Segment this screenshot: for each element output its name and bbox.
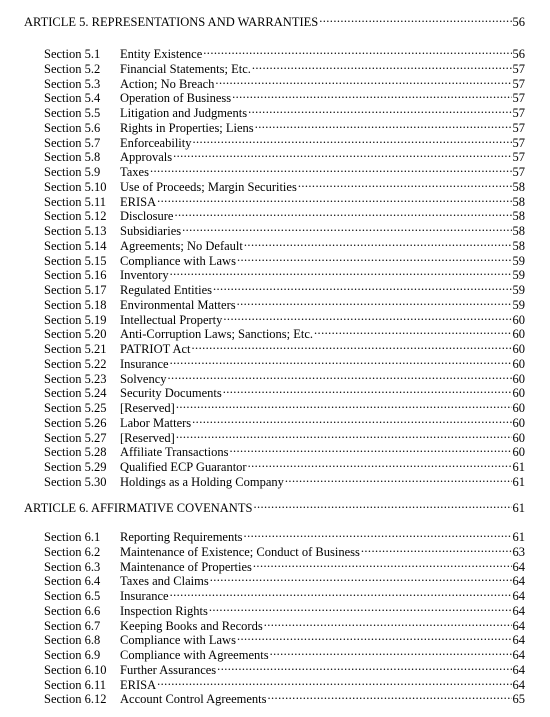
section-number: Section 5.12 [44, 209, 107, 224]
section-title: Regulated Entities [120, 283, 212, 297]
section-number: Section 5.30 [44, 474, 107, 489]
section-number: Section 5.8 [44, 150, 101, 165]
section-title: Further Assurances [120, 662, 217, 677]
page-number: 57 [512, 61, 525, 76]
section-title: PATRIOT Act [120, 342, 191, 356]
section-title: Entity Existence [120, 47, 203, 61]
section-title: Financial Statements; Etc. [120, 61, 251, 76]
toc-entry[interactable] [44, 309, 525, 327]
page-number: 58 [512, 224, 525, 238]
dot-leader [298, 176, 512, 191]
toc-entry[interactable] [44, 73, 525, 91]
toc-entry[interactable] [44, 526, 525, 544]
section-number: Section 5.11 [44, 194, 107, 209]
dot-leader [170, 353, 512, 368]
toc-entry[interactable] [44, 456, 525, 474]
section-title: Use of Proceeds; Margin Securities [120, 179, 297, 194]
section-title: Inspection Rights [120, 603, 208, 618]
section-title: [Reserved] [120, 430, 175, 445]
toc-entry[interactable] [44, 205, 525, 224]
section-title: [Reserved] [120, 401, 175, 415]
section-number: Section 5.28 [44, 445, 107, 460]
toc-entry[interactable] [44, 629, 525, 648]
page-number: 60 [512, 312, 525, 327]
dot-leader [248, 102, 511, 117]
section-title: Reporting Requirements [120, 530, 243, 544]
dot-leader [157, 674, 511, 689]
section-number: Section 6.3 [44, 559, 101, 574]
section-number: Section 5.27 [44, 430, 107, 445]
page-number: 64 [512, 677, 525, 692]
section-title: Qualified ECP Guarantor [120, 460, 247, 474]
toc-entry[interactable] [44, 279, 525, 297]
page-number: 57 [512, 120, 525, 135]
toc-entry[interactable] [44, 43, 525, 61]
page-number: 60 [512, 386, 525, 401]
dot-leader [237, 629, 512, 644]
page-number: 60 [512, 356, 525, 371]
page-number: 57 [512, 91, 525, 106]
section-title: Environmental Matters [120, 297, 236, 312]
dot-leader [192, 412, 511, 427]
page-number: 56 [512, 15, 525, 29]
section-title: Approvals [120, 150, 173, 165]
section-number: Section 6.5 [44, 589, 101, 603]
section-title: Litigation and Judgments [120, 106, 248, 120]
section-number: Section 5.25 [44, 401, 107, 415]
section-title: Keeping Books and Records [120, 618, 263, 633]
toc-entry[interactable] [44, 585, 525, 603]
dot-leader [361, 541, 512, 556]
section-number: Section 5.1 [44, 47, 101, 61]
section-number: Section 5.22 [44, 356, 107, 371]
toc-entry[interactable] [44, 659, 525, 677]
page-number: 64 [512, 589, 525, 603]
page-number: 57 [512, 76, 525, 91]
dot-leader [210, 570, 512, 585]
dot-leader [232, 87, 511, 102]
section-number: Section 6.8 [44, 633, 101, 648]
page-number: 60 [512, 445, 525, 460]
section-title: Insurance [120, 356, 169, 371]
section-number: Section 5.6 [44, 120, 101, 135]
toc-entry[interactable] [44, 191, 525, 209]
toc-entry[interactable] [44, 615, 525, 633]
section-title: Subsidiaries [120, 224, 182, 238]
section-title: Taxes and Claims [120, 574, 209, 589]
section-title: ERISA [120, 677, 157, 692]
toc-entry[interactable] [44, 412, 525, 430]
dot-leader [314, 323, 511, 338]
section-number: Section 5.4 [44, 91, 101, 106]
toc-entry[interactable] [44, 102, 525, 120]
section-number: Section 6.11 [44, 677, 107, 692]
section-title: Rights in Properties; Liens [120, 120, 254, 135]
section-number: Section 5.26 [44, 415, 107, 430]
page-number: 64 [512, 574, 525, 589]
toc-entry[interactable] [44, 220, 525, 238]
toc-entry[interactable] [44, 397, 525, 415]
page-number: 60 [512, 415, 525, 430]
section-number: Section 5.16 [44, 268, 107, 283]
toc-entry[interactable] [44, 294, 525, 312]
section-title: ERISA [120, 194, 157, 209]
page-number: 59 [512, 253, 525, 268]
toc-entry[interactable] [44, 146, 525, 165]
dot-leader [203, 43, 511, 58]
dot-leader [252, 58, 512, 73]
page-number: 60 [512, 342, 525, 356]
dot-leader [255, 117, 512, 132]
section-title: Operation of Business [120, 91, 232, 106]
toc-article-heading[interactable] [24, 497, 525, 515]
dot-leader [237, 250, 512, 265]
section-title: Labor Matters [120, 415, 192, 430]
page-number: 64 [512, 559, 525, 574]
section-number: Section 5.10 [44, 179, 107, 194]
page-number: 59 [512, 297, 525, 312]
page-number: 65 [512, 692, 525, 707]
toc-entry[interactable] [44, 117, 525, 135]
page-number: 64 [512, 633, 525, 648]
dot-leader [244, 235, 512, 250]
section-title: Compliance with Laws [120, 633, 236, 648]
toc-entry[interactable] [44, 441, 525, 460]
page-number: 58 [512, 238, 525, 253]
toc-entry[interactable] [44, 556, 525, 574]
section-title: Compliance with Laws [120, 253, 236, 268]
section-title: Agreements; No Default [120, 238, 243, 253]
dot-leader [174, 205, 511, 220]
dot-leader [170, 585, 512, 600]
dot-leader [319, 11, 511, 26]
dot-leader [253, 556, 512, 571]
section-number: Section 5.18 [44, 297, 107, 312]
page-number: 60 [512, 327, 525, 342]
dot-leader [270, 644, 512, 659]
section-number: Section 5.24 [44, 386, 107, 401]
section-number: Section 5.9 [44, 165, 101, 179]
section-title: Account Control Agreements [120, 692, 267, 707]
dot-leader [253, 497, 511, 512]
page-number: 60 [512, 371, 525, 386]
toc-entry[interactable] [44, 368, 525, 386]
section-title: Action; No Breach [120, 76, 215, 91]
section-number: Section 5.20 [44, 327, 107, 342]
section-number: Section 5.3 [44, 76, 101, 91]
page-number: 56 [512, 47, 525, 61]
toc-entry[interactable] [44, 176, 525, 194]
toc-entry[interactable] [44, 674, 525, 692]
section-number: Section 5.2 [44, 61, 101, 76]
page-number: 58 [512, 194, 525, 209]
page-number: 57 [512, 165, 525, 179]
toc-entry[interactable] [44, 161, 525, 179]
article-title: ARTICLE 6. AFFIRMATIVE COVENANTS [24, 501, 253, 515]
dot-leader [217, 659, 511, 674]
page-number: 64 [512, 618, 525, 633]
dot-leader [248, 456, 512, 471]
dot-leader [173, 146, 511, 161]
dot-leader [176, 397, 512, 412]
toc-entry[interactable] [44, 264, 525, 283]
page-number: 59 [512, 268, 525, 283]
toc-entry[interactable] [44, 570, 525, 589]
toc-entry[interactable] [44, 58, 525, 76]
section-title: Intellectual Property [120, 312, 223, 327]
toc-entry[interactable] [44, 87, 525, 106]
dot-leader [213, 279, 512, 294]
toc-entry[interactable] [44, 338, 525, 356]
toc-article-heading[interactable] [24, 11, 525, 29]
page-number: 57 [512, 106, 525, 120]
dot-leader [176, 427, 512, 442]
article-title: ARTICLE 5. REPRESENTATIONS AND WARRANTIES [24, 15, 319, 29]
section-number: Section 6.1 [44, 530, 101, 544]
dot-leader [229, 441, 511, 456]
page-number: 61 [512, 501, 525, 515]
section-number: Section 5.21 [44, 342, 107, 356]
dot-leader [285, 471, 512, 486]
section-number: Section 5.13 [44, 224, 107, 238]
page-number: 61 [512, 460, 525, 474]
section-title: Anti-Corruption Laws; Sanctions; Etc. [120, 327, 314, 342]
section-number: Section 5.7 [44, 135, 101, 150]
dot-leader [268, 688, 512, 703]
dot-leader [150, 161, 512, 176]
section-title: Inventory [120, 268, 169, 283]
page-number: 57 [512, 150, 525, 165]
toc-entry[interactable] [44, 382, 525, 401]
section-title: Insurance [120, 589, 169, 603]
section-title: Maintenance of Properties [120, 559, 252, 574]
dot-leader [215, 73, 511, 88]
toc-entry[interactable] [44, 688, 525, 707]
section-number: Section 6.10 [44, 662, 107, 677]
section-number: Section 6.2 [44, 544, 101, 559]
section-number: Section 6.7 [44, 618, 101, 633]
toc-entry[interactable] [44, 132, 525, 150]
section-number: Section 6.6 [44, 603, 101, 618]
section-number: Section 5.14 [44, 238, 107, 253]
dot-leader [192, 338, 512, 353]
section-number: Section 5.23 [44, 371, 107, 386]
section-title: Enforceability [120, 135, 192, 150]
dot-leader [223, 309, 511, 324]
page-number: 61 [512, 530, 525, 544]
section-number: Section 6.9 [44, 648, 101, 662]
dot-leader [182, 220, 511, 235]
dot-leader [157, 191, 511, 206]
page-number: 57 [512, 135, 525, 150]
dot-leader [170, 264, 512, 279]
section-title: Taxes [120, 165, 149, 179]
dot-leader [193, 132, 512, 147]
toc-entry[interactable] [44, 250, 525, 268]
page-number: 64 [512, 662, 525, 677]
page-number: 64 [512, 648, 525, 662]
dot-leader [237, 294, 512, 309]
dot-leader [264, 615, 512, 630]
section-number: Section 5.29 [44, 460, 107, 474]
section-title: Holdings as a Holding Company [120, 474, 284, 489]
toc-entry[interactable] [44, 600, 525, 618]
toc-entry[interactable] [44, 235, 525, 253]
section-number: Section 5.5 [44, 106, 101, 120]
page-number: 59 [512, 283, 525, 297]
toc-entry[interactable] [44, 427, 525, 445]
toc-entry[interactable] [44, 323, 525, 342]
section-number: Section 5.17 [44, 283, 107, 297]
section-number: Section 5.15 [44, 253, 107, 268]
toc-entry[interactable] [44, 541, 525, 559]
page-number: 58 [512, 179, 525, 194]
page-number: 60 [512, 401, 525, 415]
section-title: Maintenance of Existence; Conduct of Business [120, 544, 360, 559]
section-title: Security Documents [120, 386, 222, 401]
page-number: 60 [512, 430, 525, 445]
section-title: Affiliate Transactions [120, 445, 229, 460]
section-title: Disclosure [120, 209, 174, 224]
section-number: Section 6.4 [44, 574, 101, 589]
section-title: Compliance with Agreements [120, 648, 269, 662]
section-title: Solvency [120, 371, 167, 386]
page-number: 64 [512, 603, 525, 618]
dot-leader [223, 382, 512, 397]
dot-leader [244, 526, 512, 541]
page-number: 61 [512, 474, 525, 489]
toc-entry[interactable] [44, 471, 525, 489]
dot-leader [209, 600, 512, 615]
section-number: Section 5.19 [44, 312, 107, 327]
toc-entry[interactable] [44, 353, 525, 371]
page-number: 58 [512, 209, 525, 224]
dot-leader [168, 368, 512, 383]
page-number: 63 [512, 544, 525, 559]
toc-entry[interactable] [44, 644, 525, 662]
section-number: Section 6.12 [44, 692, 107, 707]
